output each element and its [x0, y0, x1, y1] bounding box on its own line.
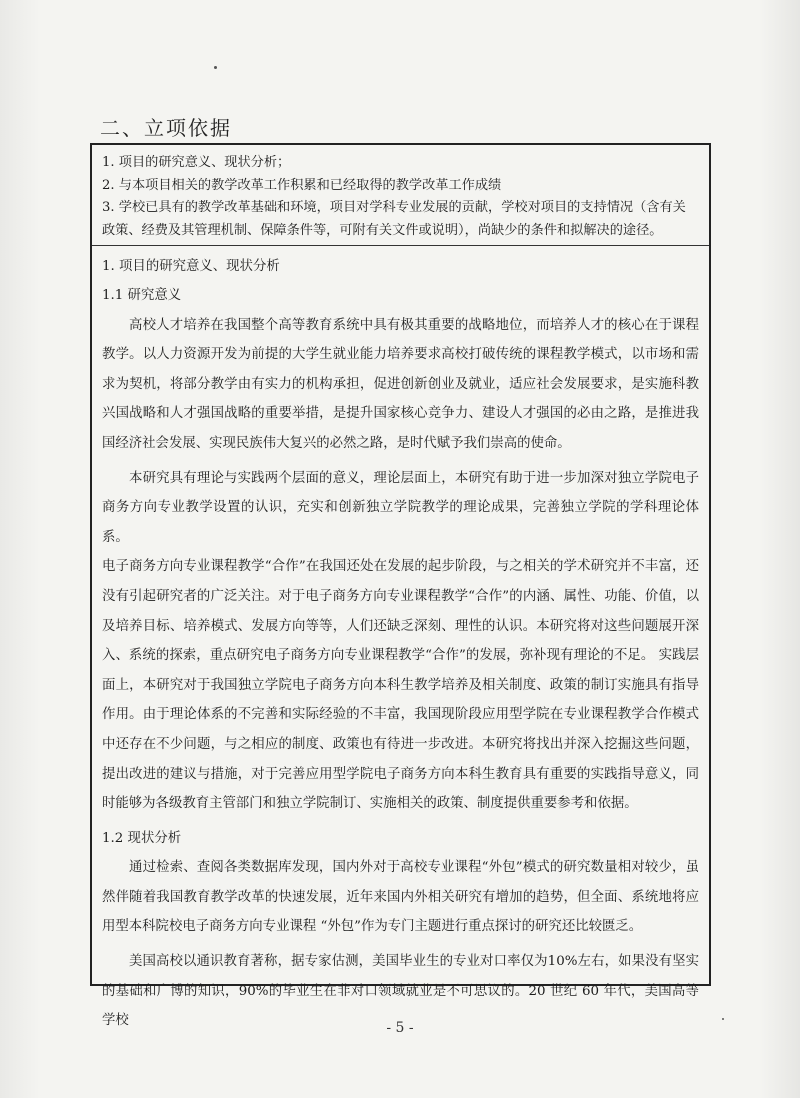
guide-line: 政策、经费及其管理机制、保障条件等，可附有关文件或说明），尚缺少的条件和拟解决的途径。 [102, 222, 663, 238]
scan-speck [214, 66, 217, 69]
paragraph: 高校人才培养在我国整个高等教育系统中具有极其重要的战略地位，而培养人才的核心在于课程教学。以人力资源开发为前提的大学生就业能力培养要求高校打破传统的课程教学模式，以市场和需求为契机，将部分教学由有实力的机构承担，促进创新创业及就业，适应社会发展要求，是实施科教兴国战略和人才强国战略的重要举措，是提升国家核心竞争力、建设人才强国的必由之路，是推进我国经济社会发展、实现民族伟大复兴的必然之路，是时代赋予我们崇高的使命。 [102, 317, 699, 451]
subheading-research-significance: 1.1 研究意义 [102, 288, 182, 303]
subheading-status-analysis: 1.2 现状分析 [102, 830, 182, 846]
paragraph: 美国高校以通识教育著称，据专家估测，美国毕业生的专业对口率仅为10%左右，如果没有坚实的基础和广博的知识，90%的毕业生在非对口领域就业是不可思议的。20 世纪 60 年代，美国高等学校 [102, 954, 699, 1029]
section-title: 二、立项依据 [100, 116, 232, 140]
guide-line: 1. 项目的研究意义、现状分析； [102, 155, 291, 170]
paragraph: 电子商务方向专业课程教学“合作”在我国还处在发展的起步阶段，与之相关的学术研究并不丰富，还没有引起研究者的广泛关注。对于电子商务方向专业课程教学“合作”的内涵、属性、功能、价值，以及培养目标、培养模式、发展方向等等，人们还缺乏深刻、理性的认识。本研究将对这些问题展开深入、系统的探索，重点研究电子商务方向专业课程教学“合作”的发展，弥补现有理论的不足。 实践层面上，本研究对于我国独立学院电子商务方向本科生教学培养及相关制度、政策的制订实施具有指导作用。由于理论体系的不完善和实际经验的不丰富，我国现阶段应用型学院在专业课程教学合作模式中还存在不少问题，与之相应的制度、政策也有待进一步改进。本研究将找出并深入挖掘这些问题，提出改进的建议与措施，对于完善应用型学院电子商务方向本科生教育具有重要的实践指导意义，同时能够为各级教育主管部门和独立学院制订、实施相关的政策、制度提供重要参考和依据。 [102, 559, 699, 812]
content-body [92, 246, 709, 1036]
content-heading: 1. 项目的研究意义、现状分析 [102, 259, 280, 274]
guide-line: 3. 学校已具有的教学改革基础和环境，项目对学科专业发展的贡献，学校对项目的支持情况（含有关 [102, 200, 686, 215]
guide-line: 2. 与本项目相关的教学改革工作积累和已经取得的教学改革工作成绩 [102, 177, 502, 193]
page-number: - 5 - [386, 1020, 414, 1036]
guide-instructions [92, 145, 709, 246]
paragraph: 本研究具有理论与实践两个层面的意义，理论层面上，本研究有助于进一步加深对独立学院电子商务方向专业教学设置的认识，充实和创新独立学院教学的理论成果，完善独立学院的学科理论体系。 [102, 470, 699, 545]
form-table [90, 143, 711, 1029]
paragraph: 通过检索、查阅各类数据库发现，国内外对于高校专业课程“外包”模式的研究数量相对较少，虽然伴随着我国教育教学改革的快速发展，近年来国内外相关研究有增加的趋势，但全面、系统地将应用型本科院校电子商务方向专业课程 “外包”作为专门主题进行重点探讨的研究还比较匮乏。 [102, 860, 699, 935]
